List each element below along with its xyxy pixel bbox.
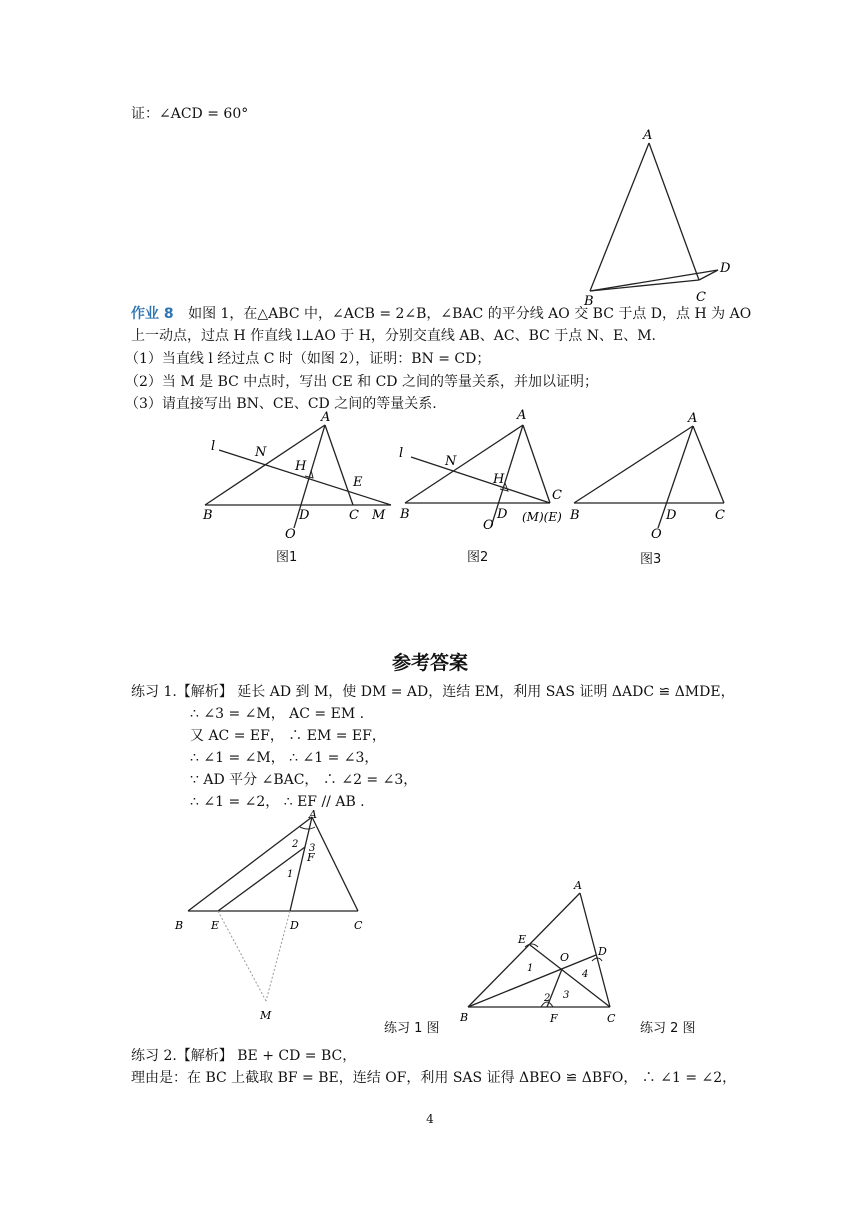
svg-text:C: C xyxy=(696,290,706,305)
figure-2-caption: 图2 xyxy=(467,550,489,565)
svg-text:A: A xyxy=(517,408,527,423)
svg-text:C: C xyxy=(552,488,562,503)
figure-2-diagram xyxy=(395,405,580,545)
svg-text:4: 4 xyxy=(582,969,589,980)
svg-text:C: C xyxy=(349,508,359,523)
svg-text:A: A xyxy=(688,411,698,426)
svg-text:E: E xyxy=(518,933,527,946)
figure-3-diagram xyxy=(568,410,738,550)
svg-text:B: B xyxy=(584,294,594,309)
ex2-line1: 练习 2.【解析】 BE + CD = BC， xyxy=(131,1048,357,1064)
homework-label: 作业 8 xyxy=(131,306,174,322)
ex1-line4: ∴ ∠1 = ∠M， ∴ ∠1 = ∠3， xyxy=(190,750,379,766)
svg-text:3: 3 xyxy=(563,990,570,1001)
svg-text:B: B xyxy=(460,1011,469,1024)
question-2: （2）当 M 是 BC 中点时，写出 CE 和 CD 之间的等量关系，并加以证明； xyxy=(125,374,598,390)
ex1-line5: ∵ AD 平分 ∠BAC， ∴ ∠2 = ∠3， xyxy=(190,772,418,788)
svg-text:O: O xyxy=(483,518,494,533)
figure-1-caption: 图1 xyxy=(276,550,298,565)
svg-text:N: N xyxy=(255,445,267,460)
ex1-line3: 又 AC = EF， ∴ EM = EF， xyxy=(190,728,386,744)
figure-3-caption: 图3 xyxy=(640,552,662,567)
svg-text:(M)(E): (M)(E) xyxy=(522,510,562,524)
svg-text:H: H xyxy=(295,459,307,474)
exercise-2-caption: 练习 2 图 xyxy=(640,1021,696,1036)
svg-text:E: E xyxy=(353,475,363,490)
svg-text:B: B xyxy=(400,507,410,522)
svg-text:D: D xyxy=(598,945,607,958)
svg-text:O: O xyxy=(560,951,570,964)
svg-text:1: 1 xyxy=(287,869,294,880)
homework-text-line2: 上一动点，过点 H 作直线 l⊥AO 于 H，分别交直线 AB、AC、BC 于点 N、E、M. xyxy=(131,328,656,344)
svg-text:C: C xyxy=(715,508,725,523)
exercise-2-diagram xyxy=(450,875,635,1030)
svg-text:A: A xyxy=(643,128,653,143)
svg-text:D: D xyxy=(720,261,731,276)
exercise-1-caption: 练习 1 图 xyxy=(384,1021,440,1036)
svg-text:2: 2 xyxy=(292,839,299,850)
svg-text:M: M xyxy=(260,1009,272,1022)
ex2-line2: 理由是：在 BC 上截取 BF = BE，连结 OF，利用 SAS 证得 ΔBEO ≌ ΔBFO， ∴ ∠1 = ∠2， xyxy=(131,1070,737,1086)
svg-text:C: C xyxy=(354,919,363,932)
ex1-line6: ∴ ∠1 = ∠2， ∴ EF // AB . xyxy=(190,794,365,810)
svg-text:B: B xyxy=(175,919,184,932)
page-number: 4 xyxy=(426,1112,434,1126)
svg-text:C: C xyxy=(607,1012,616,1025)
svg-text:D: D xyxy=(666,508,677,523)
ex1-line2: ∴ ∠3 = ∠M， AC = EM . xyxy=(190,706,365,722)
svg-text:3: 3 xyxy=(309,843,316,854)
svg-text:F: F xyxy=(550,1012,558,1025)
svg-text:M: M xyxy=(372,508,386,523)
exercise-1-diagram xyxy=(170,805,395,1030)
ex1-line1: 练习 1.【解析】 延长 AD 到 M，使 DM = AD，连结 EM，利用 SAS 证明 ΔADC ≌ ΔMDE， xyxy=(131,684,735,700)
question-1: （1）当直线 l 经过点 C 时（如图 2），证明：BN = CD； xyxy=(125,351,491,367)
question-3: （3）请直接写出 BN、CE、CD 之间的等量关系. xyxy=(125,396,437,412)
svg-text:O: O xyxy=(285,527,296,542)
svg-text:D: D xyxy=(299,508,310,523)
svg-text:A: A xyxy=(321,410,331,425)
svg-text:D: D xyxy=(290,919,299,932)
answers-title: 参考答案 xyxy=(391,652,468,674)
triangle-abc-d-figure xyxy=(570,125,740,310)
svg-text:2: 2 xyxy=(544,993,551,1004)
svg-text:1: 1 xyxy=(527,963,534,974)
svg-text:B: B xyxy=(203,508,213,523)
svg-text:l: l xyxy=(399,446,404,461)
svg-text:E: E xyxy=(211,919,220,932)
svg-text:N: N xyxy=(445,454,457,469)
svg-text:F: F xyxy=(307,851,315,864)
svg-text:H: H xyxy=(493,472,505,487)
svg-text:A: A xyxy=(574,879,582,892)
svg-text:l: l xyxy=(211,439,216,454)
svg-text:B: B xyxy=(570,508,580,523)
svg-text:D: D xyxy=(497,507,508,522)
homework-text-line1: 如图 1，在△ABC 中，∠ACB = 2∠B，∠BAC 的平分线 AO 交 BC 于点 D，点 H 为 AO xyxy=(188,306,752,322)
svg-text:A: A xyxy=(309,808,317,821)
proof-statement: 证：∠ACD = 60° xyxy=(131,106,249,122)
figure-1-diagram xyxy=(195,410,400,550)
svg-text:O: O xyxy=(651,527,662,542)
